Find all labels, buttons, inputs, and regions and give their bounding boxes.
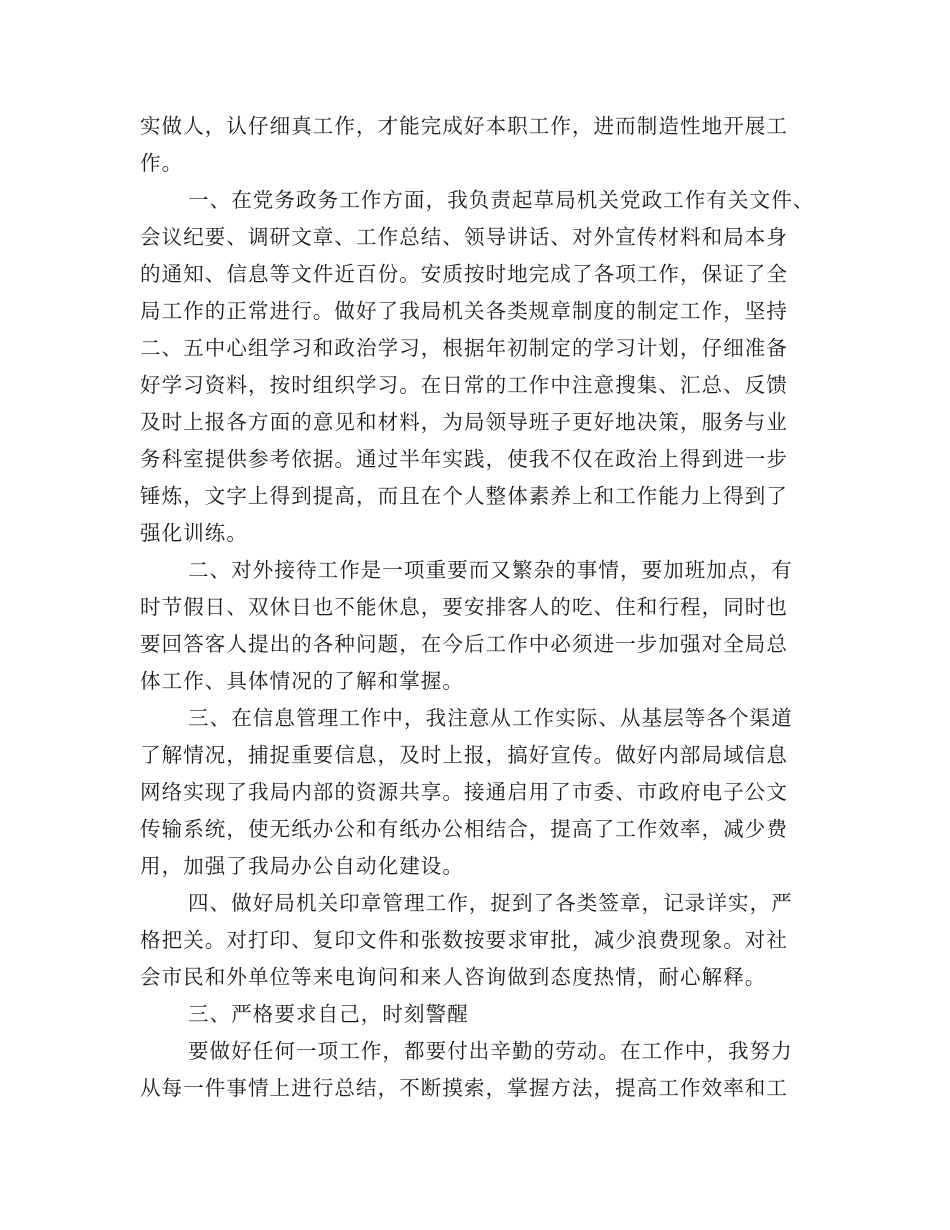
- text-line: 网络实现了我局内部的资源共享。接通启用了市委、市政府电子公文: [140, 780, 788, 804]
- text-line: 二、五中心组学习和政治学习，根据年初制定的学习计划，仔细准备: [140, 336, 788, 360]
- text-line: 实做人，认仔细真工作，才能完成好本职工作，进而制造性地开展工: [140, 114, 788, 138]
- text-line: 从每一件事情上进行总结，不断摸索，掌握方法，提高工作效率和工: [140, 1076, 788, 1100]
- text-line: 传输系统，使无纸办公和有纸办公相结合，提高了工作效率，减少费: [140, 817, 788, 841]
- text-line: 了解情况，捕捉重要信息，及时上报，搞好宣传。做好内部局域信息: [140, 743, 788, 767]
- text-line: 的通知、信息等文件近百份。安质按时地完成了各项工作，保证了全: [140, 262, 788, 286]
- text-line: 好学习资料，按时组织学习。在日常的工作中注意搜集、汇总、反馈: [140, 373, 788, 397]
- text-line: 强化训练。: [140, 521, 248, 545]
- document-body: [140, 108, 820, 1107]
- text-line: 会议纪要、调研文章、工作总结、领导讲话、对外宣传材料和局本身: [140, 225, 788, 249]
- text-line: 要回答客人提出的各种问题，在今后工作中必须进一步加强对全局总: [140, 632, 788, 656]
- text-line: 格把关。对打印、复印文件和张数按要求审批，减少浪费现象。对社: [140, 928, 788, 952]
- paragraph-start-line: 三、在信息管理工作中，我注意从工作实际、从基层等各个渠道: [188, 706, 793, 730]
- text-line: 局工作的正常进行。做好了我局机关各类规章制度的制定工作，坚持: [140, 299, 788, 323]
- paragraph-start-line: 要做好任何一项工作，都要付出辛勤的劳动。在工作中，我努力: [188, 1039, 793, 1063]
- text-line: 用，加强了我局办公自动化建设。: [140, 854, 464, 878]
- text-line: 时节假日、双休日也不能休息，要安排客人的吃、住和行程，同时也: [140, 595, 788, 619]
- paragraph-start-line: 一、在党务政务工作方面，我负责起草局机关党政工作有关文件、: [188, 188, 815, 212]
- text-line: 及时上报各方面的意见和材料，为局领导班子更好地决策，服务与业: [140, 410, 788, 434]
- text-line: 务科室提供参考依据。通过半年实践，使我不仅在政治上得到进一步: [140, 447, 788, 471]
- paragraph-start-line: 四、做好局机关印章管理工作，捉到了各类签章，记录详实，严: [188, 891, 793, 915]
- text-line: 锤炼，文字上得到提高，而且在个人整体素养上和工作能力上得到了: [140, 484, 788, 508]
- text-line: 体工作、具体情况的了解和掌握。: [140, 669, 464, 693]
- paragraph-start-line: 二、对外接待工作是一项重要而又繁杂的事情，要加班加点，有: [188, 558, 793, 582]
- text-line: 会市民和外单位等来电询问和来人咨询做到态度热情，耐心解释。: [140, 965, 767, 989]
- text-line: 作。: [140, 151, 184, 175]
- section-heading: 三、严格要求自己，时刻警醒: [188, 1002, 469, 1026]
